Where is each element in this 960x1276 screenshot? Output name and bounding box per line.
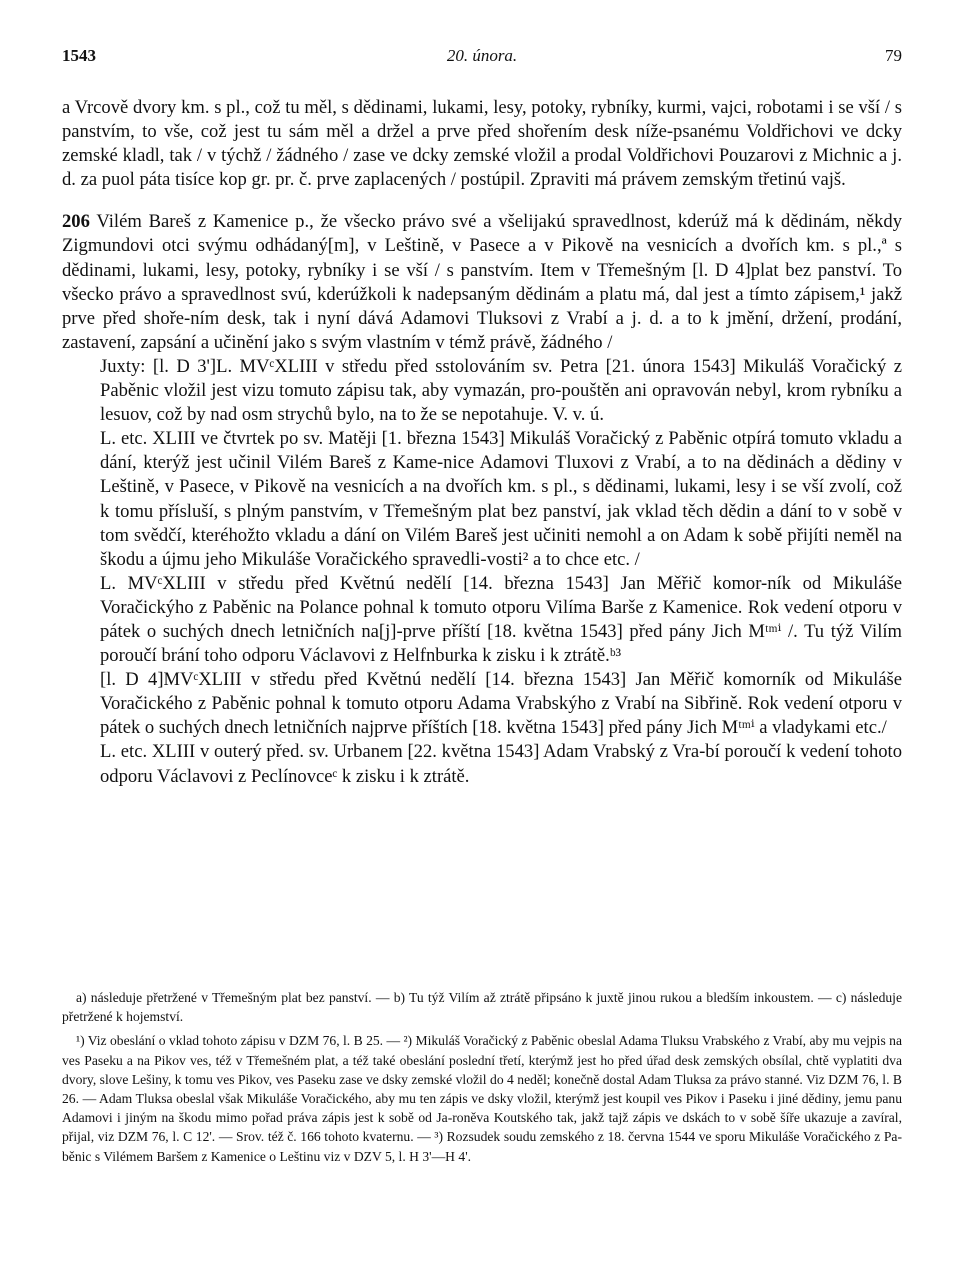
continued-paragraph: a Vrcově dvory km. s pl., což tu měl, s dědinami, lukami, lesy, potoky, rybníky, kurmi, vajci, robotami i se vší / s panstvím, to vše, což jest tu sám měl a držel a prve před shořením desk níže-psanému Voldřichovi ve dcky zemské kladl, tak / v týchž / žádného / zase ve dcky zemské vložil a prodal Voldřichovi Pouzarovi z Michnic a j. d. za puol páta tisíce kop gr. pr. č. prve zaplacených / postúpil. Zpraviti má právem zemským třetinú vajš. [62,97,902,191]
main-text [62,96,902,789]
entry-paragraph-3: L. etc. XLIII ve čtvrtek po sv. Matěji [1. března 1543] Mikuláš Voračický z Paběnic otpírá tomuto vkladu a dání, kterýž jest učinil Vilém Bareš z Kame-nice Adamovi Tluxovi z Vrabí, a to na dědinách a dědiny v Leštině, v Pasece, v Pikově na vesnicích a na dvořích km. s pl., s dědinami, lukami, lesy i se vší zvolí, což k tomu přísluší, s plným panstvím, v Třemešným plat bez panství, jak vklad těch dědin a dání to v sobě v tom svědčí, kteréhožto vkladu a dání on Vilém Bareš jest učiniti nemohl a on Adam k sobě přijíti neměl na škodu a újmu jeho Mikuláše Voračického spravedli-vosti² a to chce etc. / [100,428,902,570]
entry-number: 206 [62,211,90,233]
entry-text-1: Vilém Bareš z Kamenice p., že všecko právo své a všelijakú spravedlnost, kderúž má k dědinám, někdy Zigmundovi otci svýmu odhádaný[m], v Leštině, v Pasece a v Pikově na vesnicích a dvořích km. s pl.,ª s dědinami, lukami, lesy, potoky, rybníky i se vší / s panstvím. Item v Třemešným [l. D 4]plat bez panství. To všecko právo a spravedlnost svú, kderúžkoli k nadepsaným dědinám a platu má, dal jest a tímto zápisem,¹ jakž prve před shoře-ním desk, tak i nyní dává Adamovi Tluksovi z Vrabí a j. d. a to k jmění, držení, prodání, zastavení, zapsání a učinění jako s svým vlastním v témž právě, žádného / [62,211,902,353]
entry-paragraph-2: Juxty: [l. D 3']L. MVᶜXLIII v středu před sstolováním sv. Petra [21. února 1543] Mikuláš Voračický z Paběnic vložil jest vizu tomuto zápisu tak, aby vymazán, pro-pouštěn ani opravován nebyl, krom rybníku a lesuov, což by nad osm strychů bylo, na to že se nepotahuje. V. v. ú. [100,355,902,426]
entry-paragraph-1 [62,210,902,355]
header-year: 1543 [62,46,96,65]
running-header [62,46,902,70]
page-number: 79 [885,46,902,65]
entry-paragraph-4: L. MVᶜXLIII v středu před Květnú nedělí [14. března 1543] Jan Měřič komor-ník od Mikuláše Voračickýho z Paběnic na Polance pohnal k tomuto otporu Vilíma Barše z Kamenice. Rok vedení otporu v pátek o suchých dnech letničních na[j]-prve příští [18. května 1543] před pány Jich Mᵗᵐⁱ /. Tu týž Vilím poroučí brání toho odporu Václavovi z Helfnburka k zisku i k ztrátě.ᵇ³ [100,572,902,667]
header-date: 20. února. [446,46,518,65]
footnote-letters: a) následuje přetržené v Třemešným plat bez panství. — b) Tu týž Vilím až ztrátě připsáno k juxtě jinou rukou a bledším inkoustem. — c) následuje přetržené k hojemství. [62,990,902,1025]
footnote-numbered: ¹) Viz obeslání o vklad tohoto zápisu v DZM 76, l. B 25. — ²) Mikuláš Voračický z Paběnic obeslal Adama Tluksu Vrabského z Vrabí, aby mu vejpis na ves Paseku a na Pikov ves, též v Třemešném plat, a též také obeslání poslední třetí, kterýmž jest ho před úřad desk zemských obsílal, chtě vyplatiti dva dvory, slove Lešiny, k tomu ves Pikov, ves Paseku zase ve dsky zemské vložil do 4 neděl; konečně dostal Adam Tluksa za právo stanné. Viz DZM 76, l. B 26. — Adam Tluksa obeslal však Mikuláše Voračického, aby mu ten zápis ve dsky vložil, kterýmž jest koupil ves Pikov i Paseku i jiné dědiny, jemu panu Adamovi i jiným na škodu mimo pořad práva zápis jest k sobě od Ja-roněva Koutského tak, jakž tajž zápis ve dskách to v sobě šíře ukazuje a zavíral, přijal, viz DZM 76, l. C 12'. — Srov. též č. 166 tohoto kvaternu. — ³) Rozsudek soudu zemského z 18. června 1544 ve sporu Mikuláše Voračického z Pa-běnic s Vilémem Baršem z Kamenice o Leštinu viz v DZV 5, l. H 3'—H 4'. [62,1033,902,1164]
entry-paragraph-6: L. etc. XLIII v outerý před. sv. Urbanem [22. května 1543] Adam Vrabský z Vra-bí poroučí k vedení tohoto odporu Václavovi z Peclínovceᶜ k zisku i k ztrátě. [100,741,902,787]
entry-paragraph-5: [l. D 4]MVᶜXLIII v středu před Květnú nedělí [14. března 1543] Jan Měřič komorník od Mikuláše Voračického z Paběnic pohnal k tomuto otporu Adama Vrabskýho z Vrabí na Sibřině. Rok vedení otporu v pátek o suchých dnech letničních najprve příštích [18. května 1543] před pány Jich Mᵗᵐⁱ a vladykami etc./ [100,669,902,739]
footnotes [62,988,902,1166]
